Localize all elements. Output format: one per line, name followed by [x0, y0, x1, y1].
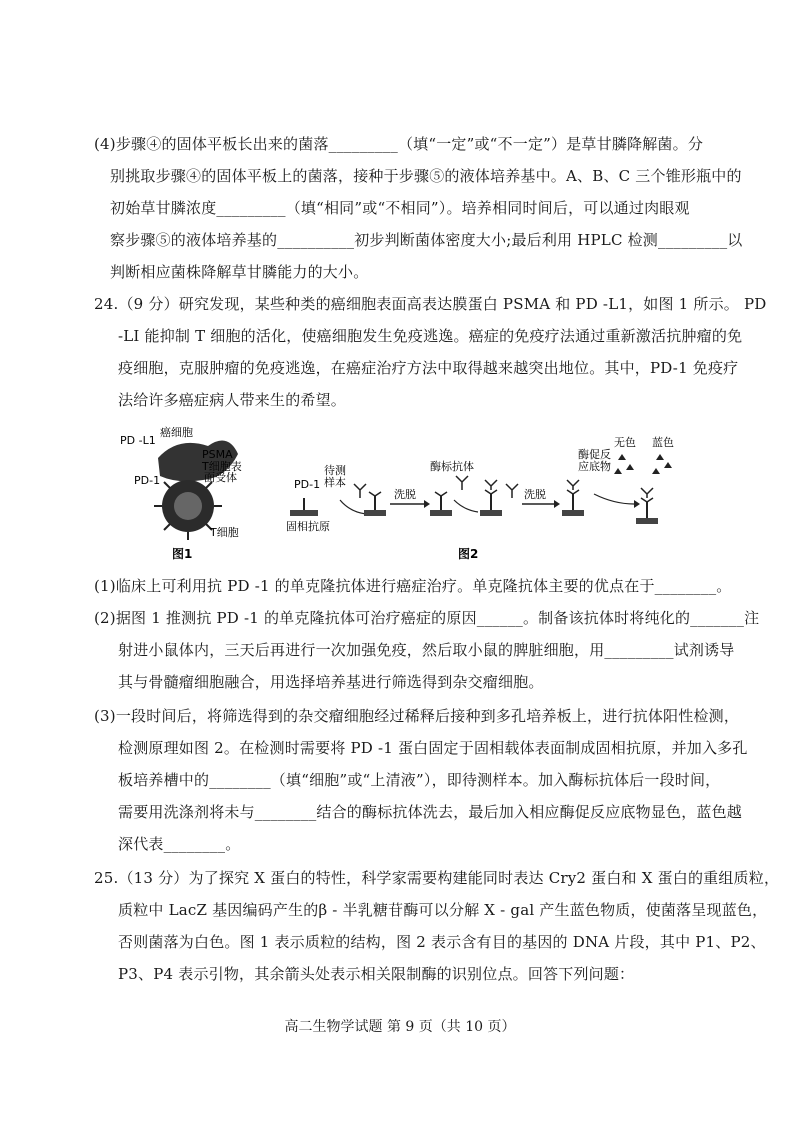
q24-p3-line-5: 深代表________。 [118, 835, 241, 853]
q23-line-1: (4)步骤④的固体平板长出来的菌落_________（填“一定”或“不一定”）是草甘膦降解菌。分 [94, 135, 704, 153]
q24-p1: (1)临床上可利用抗 PD -1 的单克隆抗体进行癌症治疗。单克隆抗体主要的优点在于________。 [94, 577, 732, 595]
label-wash-2: 洗脱 [524, 488, 546, 501]
page-footer: 高二生物学试题 第 9 页（共 10 页） [284, 1019, 516, 1035]
q23-line-3: 初始草甘膦浓度_________（填“相同”或“不相同”）。培养相同时间后，可以通过肉眼观 [110, 199, 690, 217]
enzyme-antibody-icon [456, 476, 468, 490]
label-t-cell-receptor-2: 面受体 [204, 471, 237, 484]
label-enzyme-antibody: 酶标抗体 [430, 460, 474, 473]
label-colorless: 无色 [614, 436, 636, 449]
arrow-1 [340, 500, 366, 514]
label-blue: 蓝色 [652, 436, 674, 449]
solid-phase-antigen [290, 510, 318, 516]
label-pd-1: PD-1 [134, 474, 161, 487]
label-t-cell: T细胞 [210, 526, 239, 539]
q23-line-4: 察步骤⑤的液体培养基的__________初步判断菌体密度大小;最后利用 HPLC 检测_________以 [110, 231, 743, 249]
q25-line-4: P3、P4 表示引物，其余箭头处表示相关限制酶的识别位点。回答下列问题： [118, 965, 635, 983]
q23-line-5: 判断相应菌株降解草甘膦能力的大小。 [110, 263, 369, 281]
q25-line-2: 质粒中 LacZ 基因编码产生的β - 半乳糖苷酶可以分解 X - gal 产生蓝色物质，使菌落呈现蓝色， [118, 901, 768, 919]
t-cell-nucleus [174, 492, 202, 520]
figure-1 [120, 426, 242, 561]
q24-intro-4: 法给许多癌症病人带来生的希望。 [118, 391, 347, 409]
label-wash-1: 洗脱 [394, 488, 416, 501]
q23-line-2: 别挑取步骤④的固体平板上的菌落，接种于步骤⑤的液体培养基中。A、B、C 三个锥形瓶中的 [110, 167, 742, 185]
figure-2-caption: 图2 [458, 547, 479, 561]
sample-antibody-icon [354, 484, 366, 498]
label-pd1-fig2: PD-1 [294, 478, 321, 491]
figure-1-caption: 图1 [172, 547, 193, 561]
label-solid-phase-antigen: 固相抗原 [286, 520, 330, 533]
arrow-2 [454, 500, 478, 512]
label-t-cell-receptor-1: T细胞表 [202, 460, 242, 473]
label-sample-1: 待测 [324, 464, 346, 477]
substrate-triangles [614, 454, 672, 474]
q24-intro-2: -LI 能抑制 T 细胞的活化，使癌细胞发生免疫逃逸。癌症的免疫疗法通过重新激活抗肿瘤的免 [118, 327, 743, 345]
q24-p2-line-1: (2)据图 1 推测抗 PD -1 的单克隆抗体可治疗癌症的原因______。制备该抗体时将纯化的_______注 [94, 609, 760, 627]
label-substrate-2: 应底物 [578, 460, 611, 473]
q24-p3-line-2: 检测原理如图 2。在检测时需要将 PD -1 蛋白固定于固相载体表面制成固相抗原，并加入多孔 [118, 739, 748, 757]
label-psma: PSMA [202, 448, 233, 461]
q24-figure [118, 418, 698, 568]
q24-intro-1: 24.（9 分）研究发现，某些种类的癌细胞表面高表达膜蛋白 PSMA 和 PD -L1，如图 1 所示。 PD [94, 295, 767, 313]
label-substrate-1: 酶促反 [578, 448, 611, 461]
q25-line-1: 25.（13 分）为了探究 X 蛋白的特性，科学家需要构建能同时表达 Cry2 蛋白和 X 蛋白的重组质粒， [94, 869, 780, 887]
q24-intro-3: 疫细胞，克服肿瘤的免疫逃逸，在癌症治疗方法中取得越来越突出地位。其中，PD-1 免疫疗 [118, 359, 739, 377]
label-pd-l1: PD -L1 [120, 434, 156, 447]
q24-p2-line-2: 射进小鼠体内，三天后再进行一次加强免疫，然后取小鼠的脾脏细胞，用_________试剂诱导 [118, 641, 735, 659]
q25-line-3: 否则菌落为白色。图 1 表示质粒的结构，图 2 表示含有目的基因的 DNA 片段，其中 P1、P2、 [118, 933, 766, 951]
label-cancer-cell: 癌细胞 [160, 426, 193, 439]
q24-p3-line-3: 板培养槽中的________（填“细胞”或“上清液”），即待测样本。加入酶标抗体后一段时间， [118, 771, 721, 789]
q24-p3-line-1: (3)一段时间后，将筛选得到的杂交瘤细胞经过稀释后接种到多孔培养板上，进行抗体阳性检测， [94, 707, 740, 725]
figure-2 [286, 435, 674, 561]
label-sample-2: 样本 [324, 476, 346, 489]
q24-p2-line-3: 其与骨髓瘤细胞融合，用选择培养基进行筛选得到杂交瘤细胞。 [118, 673, 544, 691]
arrow-3 [594, 494, 634, 504]
q24-p3-line-4: 需要用洗涤剂将未与________结合的酶标抗体洗去，最后加入相应酶促反应底物显色，蓝色越 [118, 803, 743, 821]
